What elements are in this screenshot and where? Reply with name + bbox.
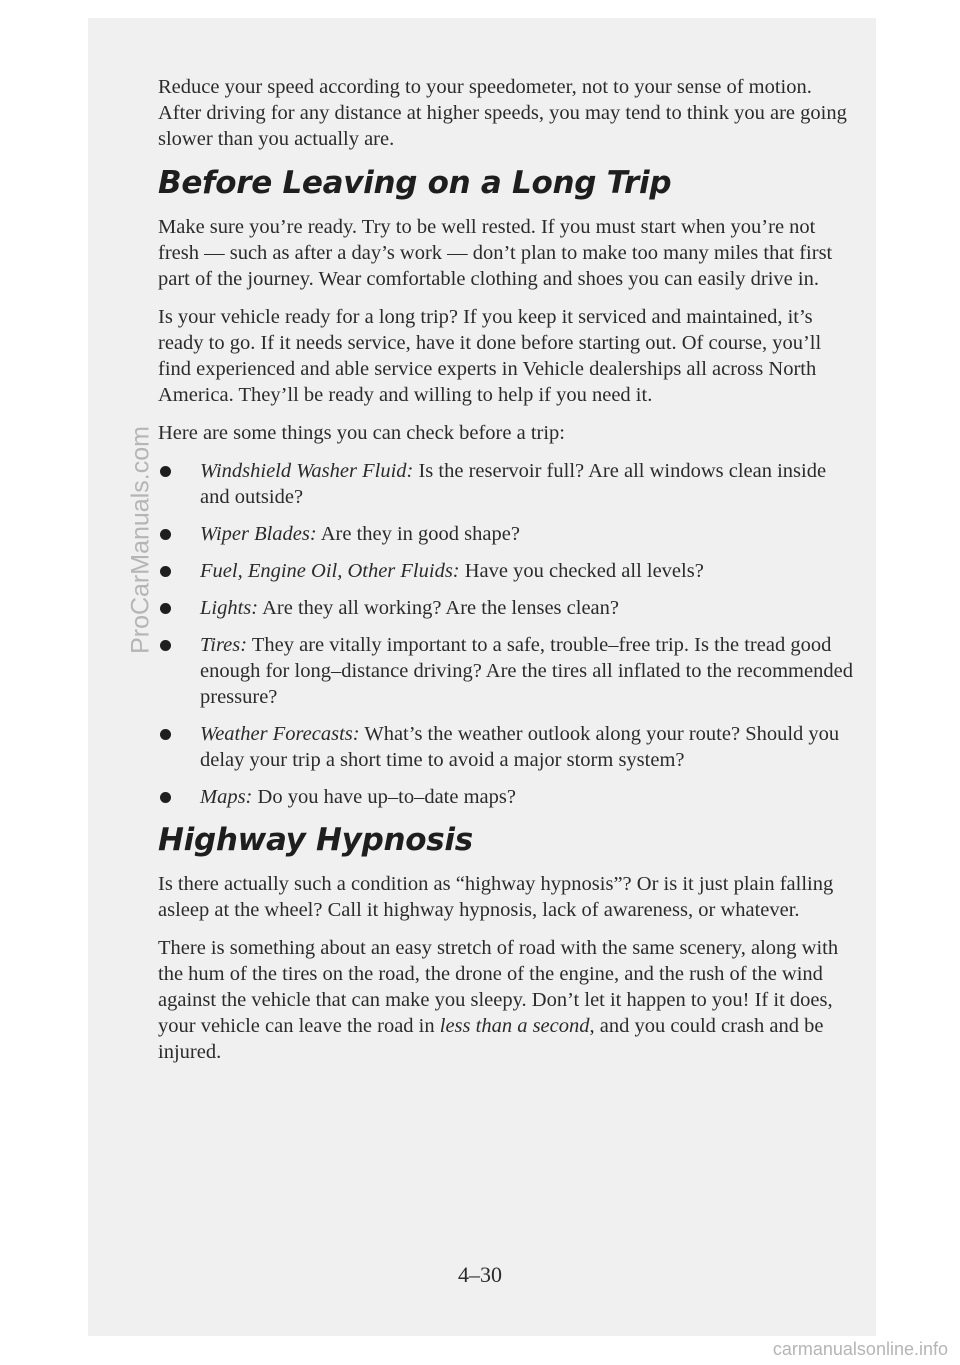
checklist-text: Have you checked all levels? (459, 560, 704, 582)
warning-text-start: There is something about an easy stretch of road with the same scenery, along with the hum of the tires on the road, the drone of the engine, and the rush of the wind against the vehicle that can make you sleepy. Don’t let it happen to you! If it does, your vehicle can leave the road in (158, 937, 839, 1037)
checklist-text: Are they all working? Are the lenses clean? (258, 597, 620, 619)
bullet-icon (160, 529, 171, 540)
checklist-item-maps (158, 784, 858, 810)
warning-text-end: , and you could crash and be injured. (158, 1015, 824, 1063)
checklist-item-weather (158, 721, 858, 773)
side-watermark: ProCarManuals.com (126, 426, 155, 654)
checklist-item-fluids (158, 558, 858, 584)
checklist-text: Is the reservoir full? Are all windows clean inside and outside? (200, 460, 827, 508)
checklist-term: Tires: (200, 634, 248, 656)
heading-long-trip: Before Leaving on a Long Trip (158, 165, 672, 201)
warning-emphasis: less than a second (439, 1015, 590, 1037)
paragraph-checklist-intro: Here are some things you can check before a trip: (158, 422, 565, 444)
paragraph-hypnosis-question: Is there actually such a condition as “highway hypnosis”? Or is it just plain falling asleep at the wheel? Call it highway hypnosis, lack of awareness, or whatever. (158, 873, 834, 921)
bullet-icon (160, 566, 171, 577)
checklist-item-washer-fluid (158, 458, 858, 510)
checklist-item-tires (158, 632, 858, 710)
bullet-icon (160, 466, 171, 477)
bullet-icon (160, 603, 171, 614)
trip-checklist (158, 458, 858, 810)
checklist-item-wiper-blades (158, 521, 858, 547)
page-content (158, 74, 858, 1077)
bullet-icon (160, 792, 171, 803)
bullet-icon (160, 640, 171, 651)
paragraph-be-ready: Make sure you’re ready. Try to be well rested. If you must start when you’re not fresh — such as after a day’s work — don’t plan to make too many miles that first part of the journey. Wear comfortable clothing and shoes you can easily drive in. (158, 216, 833, 290)
checklist-term: Maps: (200, 786, 253, 808)
checklist-text: What’s the weather outlook along your route? Should you delay your trip a short time to avoid a major storm system? (200, 723, 840, 771)
checklist-term: Windshield Washer Fluid: (200, 460, 414, 482)
checklist-term: Fuel, Engine Oil, Other Fluids: (200, 560, 460, 582)
manual-page (88, 18, 876, 1336)
checklist-term: Weather Forecasts: (200, 723, 360, 745)
paragraph-hypnosis-warning (158, 935, 858, 1065)
bullet-icon (160, 729, 171, 740)
checklist-term: Wiper Blades: (200, 523, 317, 545)
checklist-item-lights (158, 595, 858, 621)
paragraph-vehicle-ready: Is your vehicle ready for a long trip? If you keep it serviced and maintained, it’s ready to go. If it needs service, have it done before starting out. Of course, you’ll find experienced and able service experts in Vehicle dealerships all across North America. They’ll be ready and willing to help if you need it. (158, 306, 822, 406)
checklist-text: Do you have up–to–date maps? (252, 786, 516, 808)
page-number: 4–30 (458, 1262, 502, 1287)
intro-paragraph: Reduce your speed according to your speedometer, not to your sense of motion. After driving for any distance at higher speeds, you may tend to think you are going slower than you actually are. (158, 76, 847, 150)
bottom-watermark: carmanualsonline.info (772, 1339, 948, 1359)
checklist-term: Lights: (200, 597, 259, 619)
heading-highway-hypnosis: Highway Hypnosis (158, 822, 473, 858)
checklist-text: They are vitally important to a safe, trouble–free trip. Is the tread good enough for long–distance driving? Are the tires all inflated to the recommended pressure? (200, 634, 853, 708)
checklist-text: Are they in good shape? (316, 523, 520, 545)
